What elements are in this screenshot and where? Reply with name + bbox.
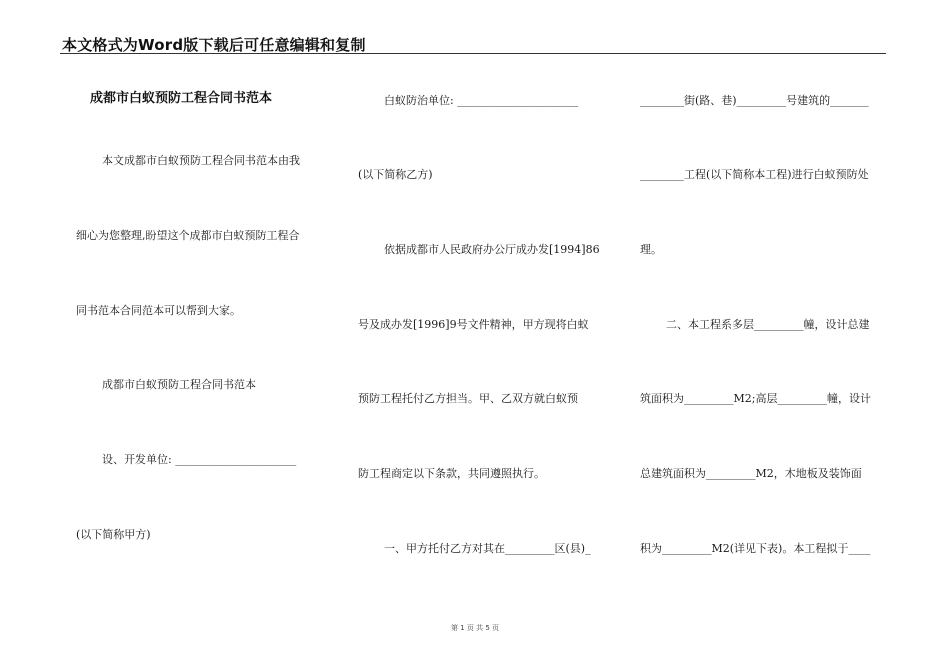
paragraph-line: 二、本工程系多层_________幢，设计总建 [666, 318, 870, 331]
section-heading: 成都市白蚁预防工程合同书范本 [102, 378, 256, 391]
paragraph-line: (以下简称甲方) [76, 528, 151, 541]
paragraph-line: 总建筑面积为_________M2，木地板及装饰面 [640, 467, 862, 480]
paragraph-line: 本文成都市白蚁预防工程合同书范本由我 [102, 154, 300, 167]
paragraph-line: 筑面积为_________M2;高层_________幢，设计 [640, 392, 871, 405]
form-field-line: 白蚁防治单位: ______________________ [384, 94, 579, 107]
page-number: 第 1 页 共 5 页 [450, 624, 500, 632]
header-divider [60, 53, 886, 54]
form-field-line: 设、开发单位: ______________________ [102, 453, 297, 466]
paragraph-line: ________街(路、巷)_________号建筑的_______ [640, 94, 869, 107]
header-title: 本文格式为Word版下载后可任意编辑和复制 [62, 36, 366, 54]
paragraph-line: 预防工程托付乙方担当。甲、乙双方就白蚁预 [358, 392, 578, 405]
paragraph-line: 细心为您整理,盼望这个成都市白蚁预防工程合 [76, 229, 300, 242]
paragraph-line: 防工程商定以下条款，共同遵照执行。 [358, 467, 545, 480]
paragraph-line: 一、甲方托付乙方对其在_________区(县)_ [384, 542, 591, 555]
paragraph-line: 依据成都市人民政府办公厅成办发[1994]86 [384, 243, 600, 256]
paragraph-line: 同书范本合同范本可以帮到大家。 [76, 304, 241, 317]
paragraph-line: 理。 [640, 243, 662, 256]
paragraph-line: (以下简称乙方) [358, 168, 433, 181]
document-title: 成都市白蚁预防工程合同书范本 [90, 91, 273, 106]
paragraph-line: 号及成办发[1996]9号文件精神，甲方现将白蚁 [358, 318, 589, 331]
paragraph-line: 积为_________M2(详见下表)。本工程拟于____ [640, 542, 871, 555]
paragraph-line: ________工程(以下简称本工程)进行白蚁预防处 [640, 168, 869, 181]
